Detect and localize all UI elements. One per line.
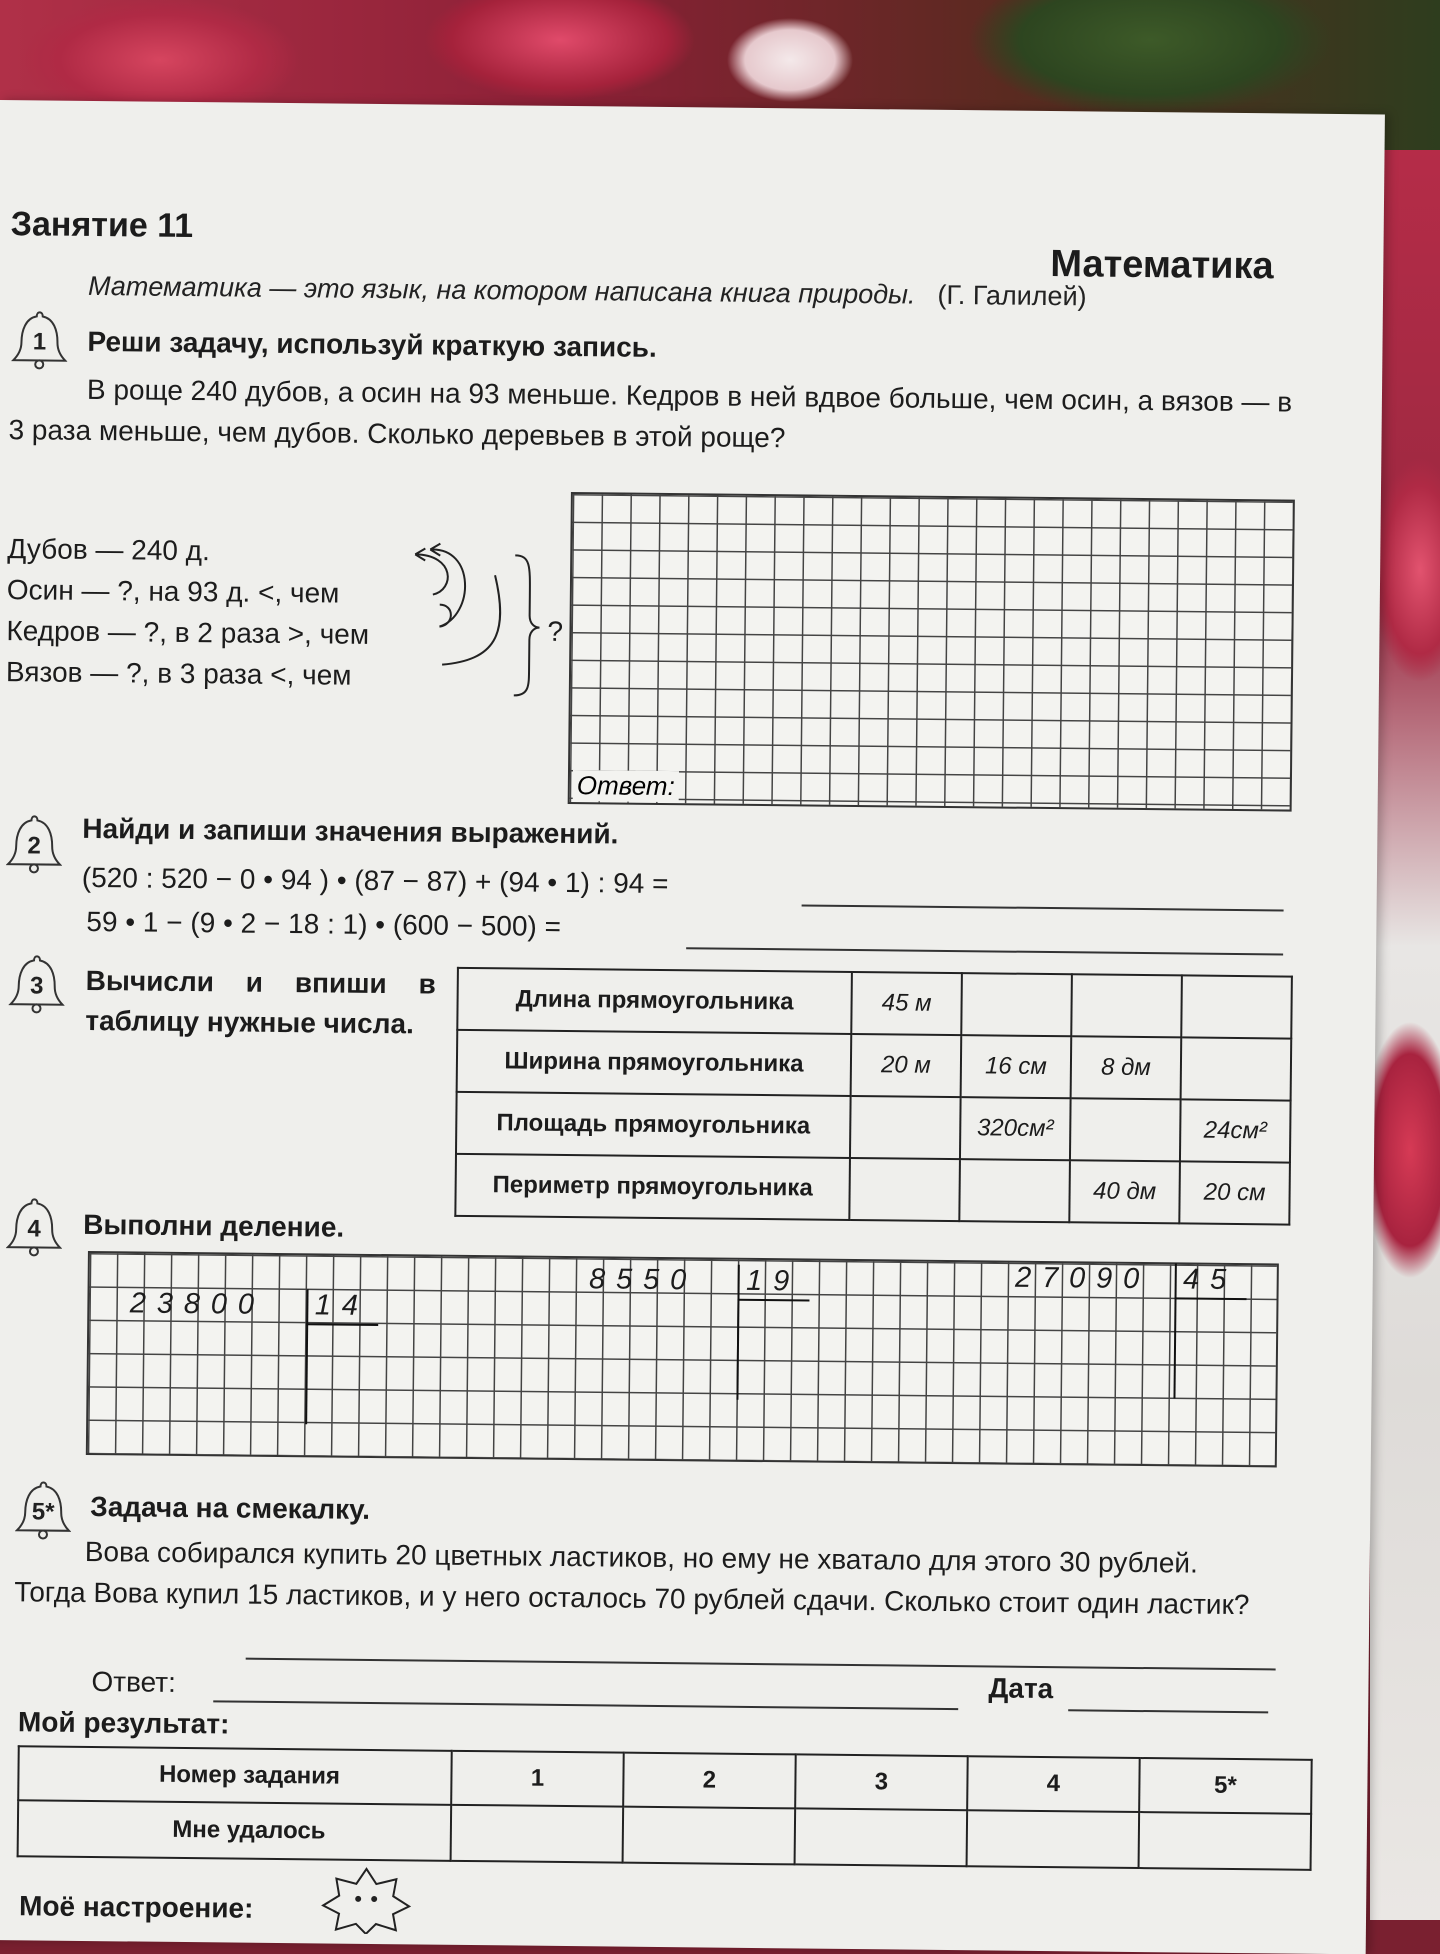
division-2-divisor (740, 1265, 794, 1299)
expression-2-answer-line[interactable] (686, 947, 1283, 955)
table-cell[interactable]: 24см² (1180, 1099, 1291, 1162)
digit: 2 (129, 1287, 147, 1320)
table-cell[interactable] (1181, 975, 1292, 1038)
task1-title: Реши задачу, используй краткую запись. (87, 325, 657, 363)
digit: 1 (745, 1264, 763, 1298)
brace-question: ? (547, 615, 564, 647)
task-number-4: 4 (967, 1756, 1140, 1812)
row-label-area: Площадь прямоугольника (456, 1092, 851, 1158)
table-cell[interactable] (1070, 1098, 1181, 1161)
success-cell[interactable] (967, 1810, 1140, 1868)
digit: 0 (237, 1288, 255, 1321)
epigraph-text: Математика — это язык, на котором написана книга природы. (87, 270, 916, 310)
note-aspens: Осин — ?, на 93 д. <, чем (6, 574, 340, 609)
table-row (457, 1030, 1292, 1101)
task4-title: Выполни деление. (83, 1208, 345, 1243)
mood-star-icon (321, 1863, 412, 1934)
task4-bell-icon (6, 1195, 63, 1258)
result-title: Мой результат: (17, 1706, 230, 1740)
digit: 0 (1068, 1262, 1086, 1295)
digit: 8 (183, 1287, 201, 1321)
task3-title: Вычисли и впиши в таблицу нужные числа. (85, 964, 436, 1040)
workbook-page (0, 100, 1385, 1954)
table-cell[interactable]: 20 м (851, 1034, 962, 1097)
digit: 4 (1182, 1263, 1200, 1296)
table-cell[interactable] (1071, 974, 1182, 1037)
expression-1: (520 : 520 − 0 • 94 ) • (87 − 87) + (94 • 1) : 94 = (81, 861, 669, 900)
table-cell[interactable]: 20 см (1179, 1161, 1290, 1224)
digit: 9 (1095, 1262, 1113, 1295)
table-cell[interactable]: 45 м (851, 972, 962, 1035)
note-elms: Вязов — ?, в 3 раза <, чем (5, 656, 352, 691)
success-cell[interactable] (623, 1807, 796, 1865)
result-table (17, 1745, 1313, 1871)
task-number-5: 5* (1139, 1758, 1312, 1814)
task1-answer-label: Ответ: (573, 770, 679, 802)
success-cell[interactable] (451, 1805, 624, 1863)
digit: 5 (615, 1263, 633, 1296)
table-cell[interactable]: 320см² (960, 1097, 1071, 1160)
date-line[interactable] (1068, 1709, 1268, 1713)
division-1-divisor (309, 1289, 363, 1323)
table-cell[interactable] (961, 973, 1072, 1036)
rectangle-table (454, 967, 1293, 1226)
expression-2: 59 • 1 − (9 • 2 − 18 : 1) • (600 − 500) = (86, 905, 562, 942)
success-cell[interactable] (1139, 1812, 1312, 1870)
task5-number: 5* (31, 1498, 55, 1526)
digit: 1 (314, 1289, 332, 1322)
row-label-length: Длина прямоугольника (457, 968, 852, 1034)
task5-answer-label: Ответ: (91, 1666, 177, 1698)
table-row (455, 1154, 1290, 1225)
digit: 4 (341, 1289, 359, 1322)
row-label-perimeter: Периметр прямоугольника (455, 1154, 850, 1220)
task5-text: Вова собирался купить 20 цветных ластиков, но ему не хватало для этого 30 рублей. Тогда Вова купил 15 ластиков, и у него осталось 70 рублей сдачи. Сколько стоит один ластик? (14, 1535, 1250, 1621)
digit: 3 (156, 1287, 174, 1320)
epigraph-author: (Г. Галилей) (937, 279, 1087, 312)
subject-title: Математика (1050, 243, 1274, 288)
task1-text: В роще 240 дубов, а осин на 93 меньше. Кедров в ней вдвое больше, чем осин, а вязов — в 3 раза меньше, чем дубов. Сколько деревьев в этой роще? (8, 373, 1293, 454)
task-number-2: 2 (623, 1753, 796, 1809)
success-label: Мне удалось (18, 1800, 452, 1861)
note-oaks: Дубов — 240 д. (7, 533, 211, 567)
digit: 2 (1014, 1261, 1032, 1294)
table-row (456, 1092, 1291, 1163)
digit: 0 (1122, 1262, 1140, 1295)
table-cell[interactable] (1181, 1037, 1292, 1100)
task4-number: 4 (27, 1215, 41, 1243)
division-3-dividend (1010, 1262, 1145, 1296)
expression-1-answer-line[interactable] (802, 904, 1284, 911)
table-cell[interactable]: 8 дм (1071, 1036, 1182, 1099)
epigraph (88, 271, 1087, 312)
division-3-divisor (1178, 1263, 1232, 1297)
digit: 0 (210, 1288, 228, 1321)
task-number-label: Номер задания (18, 1746, 452, 1805)
table-cell[interactable] (850, 1096, 961, 1159)
note-cedars: Кедров — ?, в 2 раза >, чем (6, 615, 370, 650)
division-1-dividend (124, 1287, 259, 1321)
mood-label: Моё настроение: (18, 1890, 254, 1924)
task5-answer-line[interactable] (213, 1700, 958, 1710)
task1-solution-grid[interactable] (568, 492, 1295, 812)
success-cell[interactable] (795, 1808, 968, 1866)
table-row (457, 968, 1292, 1039)
lesson-title: Занятие 11 (10, 205, 194, 246)
date-label: Дата (988, 1672, 1054, 1705)
task1-notes (6, 528, 370, 696)
digit: 7 (1041, 1261, 1059, 1295)
task5-work-line[interactable] (246, 1658, 1276, 1671)
table-cell[interactable] (849, 1158, 960, 1221)
arrows-and-brace (394, 534, 546, 716)
digit: 5 (642, 1263, 660, 1296)
digit: 9 (772, 1265, 790, 1298)
task1-number: 1 (32, 328, 47, 356)
task2-bell-icon (6, 812, 63, 875)
task2-title: Найди и запиши значения выражений. (82, 812, 619, 850)
task-number-1: 1 (451, 1751, 624, 1807)
digit: 5 (1209, 1263, 1227, 1296)
table-cell[interactable] (959, 1159, 1070, 1222)
digit: 0 (669, 1264, 687, 1297)
task3-number: 3 (29, 972, 44, 1000)
row-label-width: Ширина прямоугольника (457, 1030, 852, 1096)
task1-bell-icon (11, 308, 68, 371)
table-cell[interactable]: 16 см (961, 1035, 1072, 1098)
task-number-3: 3 (795, 1754, 968, 1810)
task5-title: Задача на смекалку. (90, 1491, 371, 1525)
task3-bell-icon (8, 952, 65, 1015)
table-cell[interactable]: 40 дм (1069, 1160, 1180, 1223)
digit: 8 (588, 1263, 606, 1296)
division-2-dividend (584, 1263, 692, 1297)
task2-number: 2 (27, 832, 42, 860)
